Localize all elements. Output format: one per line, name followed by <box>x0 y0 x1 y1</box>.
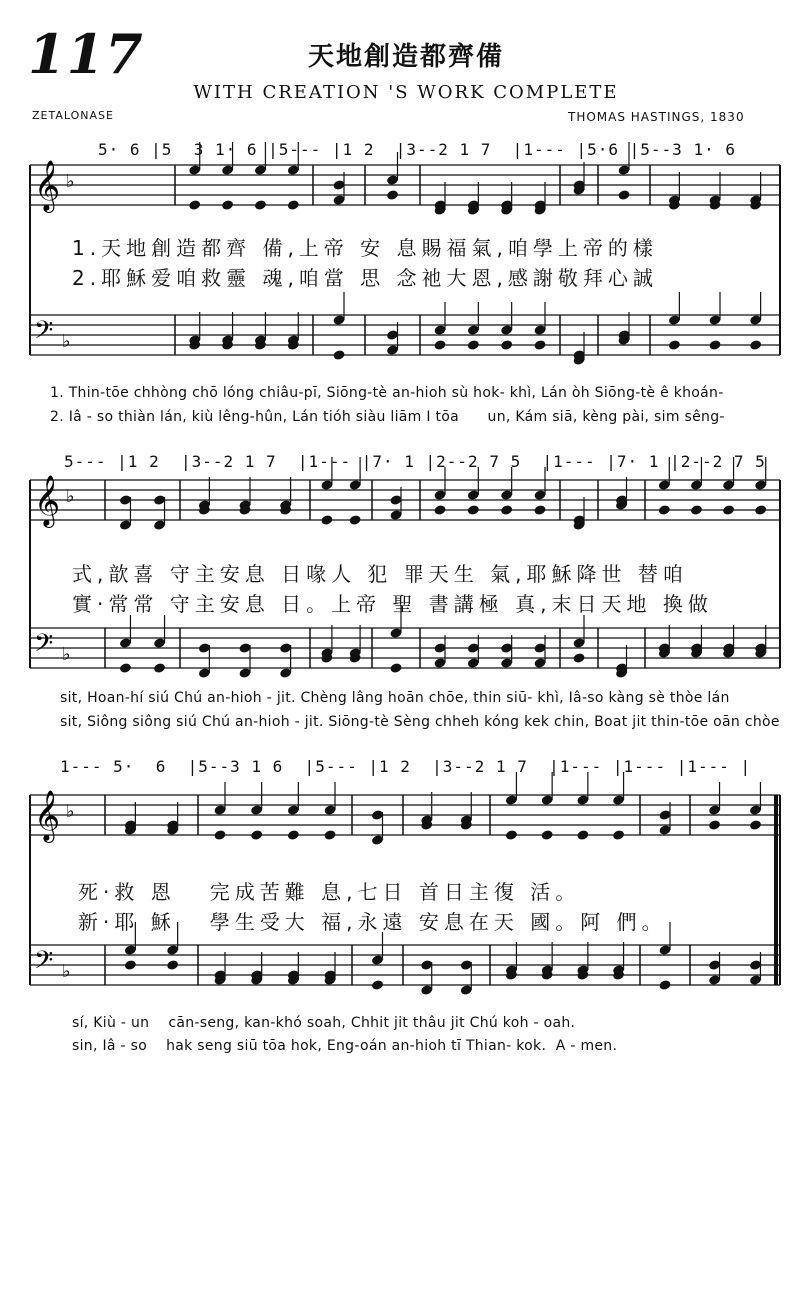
note-head <box>213 829 226 841</box>
note-head <box>188 199 201 211</box>
note-head <box>250 829 263 841</box>
tune-name: ZETALONASE <box>32 109 114 122</box>
numbered-notation-line-3: 1--- 5· 6 |5--3 1 6 |5--- |1 2 |3--2 1 7 |1--- |1--- |1--- | <box>60 757 752 776</box>
flat-key-signature-icon: ♭ <box>62 644 71 665</box>
hymn-title-chinese: 天地創造都齊備 <box>307 42 504 72</box>
note-head <box>153 662 166 674</box>
note-head <box>500 339 513 351</box>
note-head <box>371 979 384 991</box>
note-head <box>332 349 345 361</box>
note-head <box>690 504 703 516</box>
note-head <box>576 829 589 841</box>
note-head <box>658 504 671 516</box>
note-head <box>467 339 480 351</box>
composer-credit: THOMAS HASTINGS, 1830 <box>568 110 745 124</box>
note-head <box>708 819 721 831</box>
note-head <box>749 819 762 831</box>
lyrics-chinese-verse1-line3: 死·救 恩 完成苦難 息,七日 首日主復 活。 <box>78 880 581 904</box>
note-head <box>708 339 721 351</box>
note-head <box>320 514 333 526</box>
numbered-notation-line-2: 5--- |1 2 |3--2 1 7 |1--- |7· 1 |2--2 7 5 |1--- |7· 1 |2--2 7 5 <box>64 452 766 471</box>
note-head <box>754 504 767 516</box>
lyrics-chinese-verse1-line1: 1.天地創造都齊 備,上帝 安 息賜福氣,咱學上帝的樣 <box>72 236 658 260</box>
lyrics-chinese-verse2-line3: 新·耶 穌 學生受大 福,永遠 安息在天 國。阿 們。 <box>78 910 667 934</box>
note-head <box>386 189 399 201</box>
flat-key-signature-icon: ♭ <box>66 171 75 192</box>
note-head <box>287 829 300 841</box>
note-head <box>533 339 546 351</box>
lyrics-romanized-verse1-line1: 1. Thin-tōe chhòng chō lóng chiâu-pī, Siōng-tè an-hioh sù hok- khì, Lán òh Siōng-tè ê khoán- <box>50 385 724 401</box>
bass-clef-icon: 𝄢 <box>34 316 54 351</box>
note-head <box>572 652 585 664</box>
lyrics-romanized-verse2-line2: sit, Siông siông siú Chú an-hioh - jit. Siōng-tè Sèng chheh kóng kek chin, Boat jit thin-tōe oān chòe <box>60 714 780 730</box>
note-head <box>254 199 267 211</box>
note-head <box>433 504 446 516</box>
note-head <box>287 199 300 211</box>
note-head <box>533 504 546 516</box>
note-head <box>124 959 137 971</box>
lyrics-romanized-verse1-line2: sit, Hoan-hí siú Chú an-hioh - jit. Chèng lâng hoān chōe, thin siū- khì, Iâ-so kàng sè thòe lán <box>60 690 730 706</box>
note-head <box>166 959 179 971</box>
bass-clef-icon: 𝄢 <box>34 629 54 664</box>
lyrics-romanized-verse2-line3: sin, Iâ - so hak seng siū tōa hok, Eng-oán an-hioh tī Thian- kok. A - men. <box>72 1038 618 1054</box>
note-head <box>612 829 625 841</box>
note-head <box>722 504 735 516</box>
note-head <box>348 514 361 526</box>
note-head <box>467 504 480 516</box>
note-head <box>541 829 554 841</box>
flat-key-signature-icon: ♭ <box>62 961 71 982</box>
note-head <box>323 829 336 841</box>
note-head <box>505 829 518 841</box>
hymn-number: 117 <box>28 22 144 86</box>
lyrics-romanized-verse2-line1: 2. Iâ - so thiàn lán, kiù lêng-hûn, Lán tióh siàu liām I tōa un, Kám siā, kèng pài, sim sêng- <box>50 409 725 425</box>
hymn-title-english: WITH CREATION 'S WORK COMPLETE <box>193 82 619 103</box>
note-head <box>389 662 402 674</box>
lyrics-romanized-verse1-line3: sí, Kiù - un cān-seng, kan-khó soah, Chhit jit thâu jit Chú koh - oah. <box>72 1015 576 1031</box>
note-head <box>668 339 681 351</box>
lyrics-chinese-verse2-line2: 實·常常 守主安息 日。上帝 聖 書講極 真,末日天地 換做 <box>72 592 713 616</box>
note-head <box>617 189 630 201</box>
flat-key-signature-icon: ♭ <box>66 801 75 822</box>
lyrics-chinese-verse2-line1: 2.耶穌爱咱救靈 魂,咱當 思 念祂大恩,感謝敬拜心誠 <box>72 266 658 290</box>
note-head <box>658 979 671 991</box>
bass-clef-icon: 𝄢 <box>34 946 54 981</box>
note-head <box>749 339 762 351</box>
flat-key-signature-icon: ♭ <box>66 486 75 507</box>
treble-clef-icon: 𝄞 <box>34 160 61 211</box>
treble-clef-icon: 𝄞 <box>34 475 61 526</box>
flat-key-signature-icon: ♭ <box>62 331 71 352</box>
lyrics-chinese-verse1-line2: 式,歆喜 守主安息 日喙人 犯 罪天生 氣,耶穌降世 替咱 <box>72 562 688 586</box>
note-head <box>119 662 132 674</box>
note-head <box>500 504 513 516</box>
treble-clef-icon: 𝄞 <box>34 790 61 841</box>
note-head <box>221 199 234 211</box>
note-head <box>433 339 446 351</box>
numbered-notation-line-1: 5· 6 |5 3 1· 6 |5--- |1 2 |3--2 1 7 |1--- |5·6 |5--3 1· 6 <box>98 140 736 159</box>
